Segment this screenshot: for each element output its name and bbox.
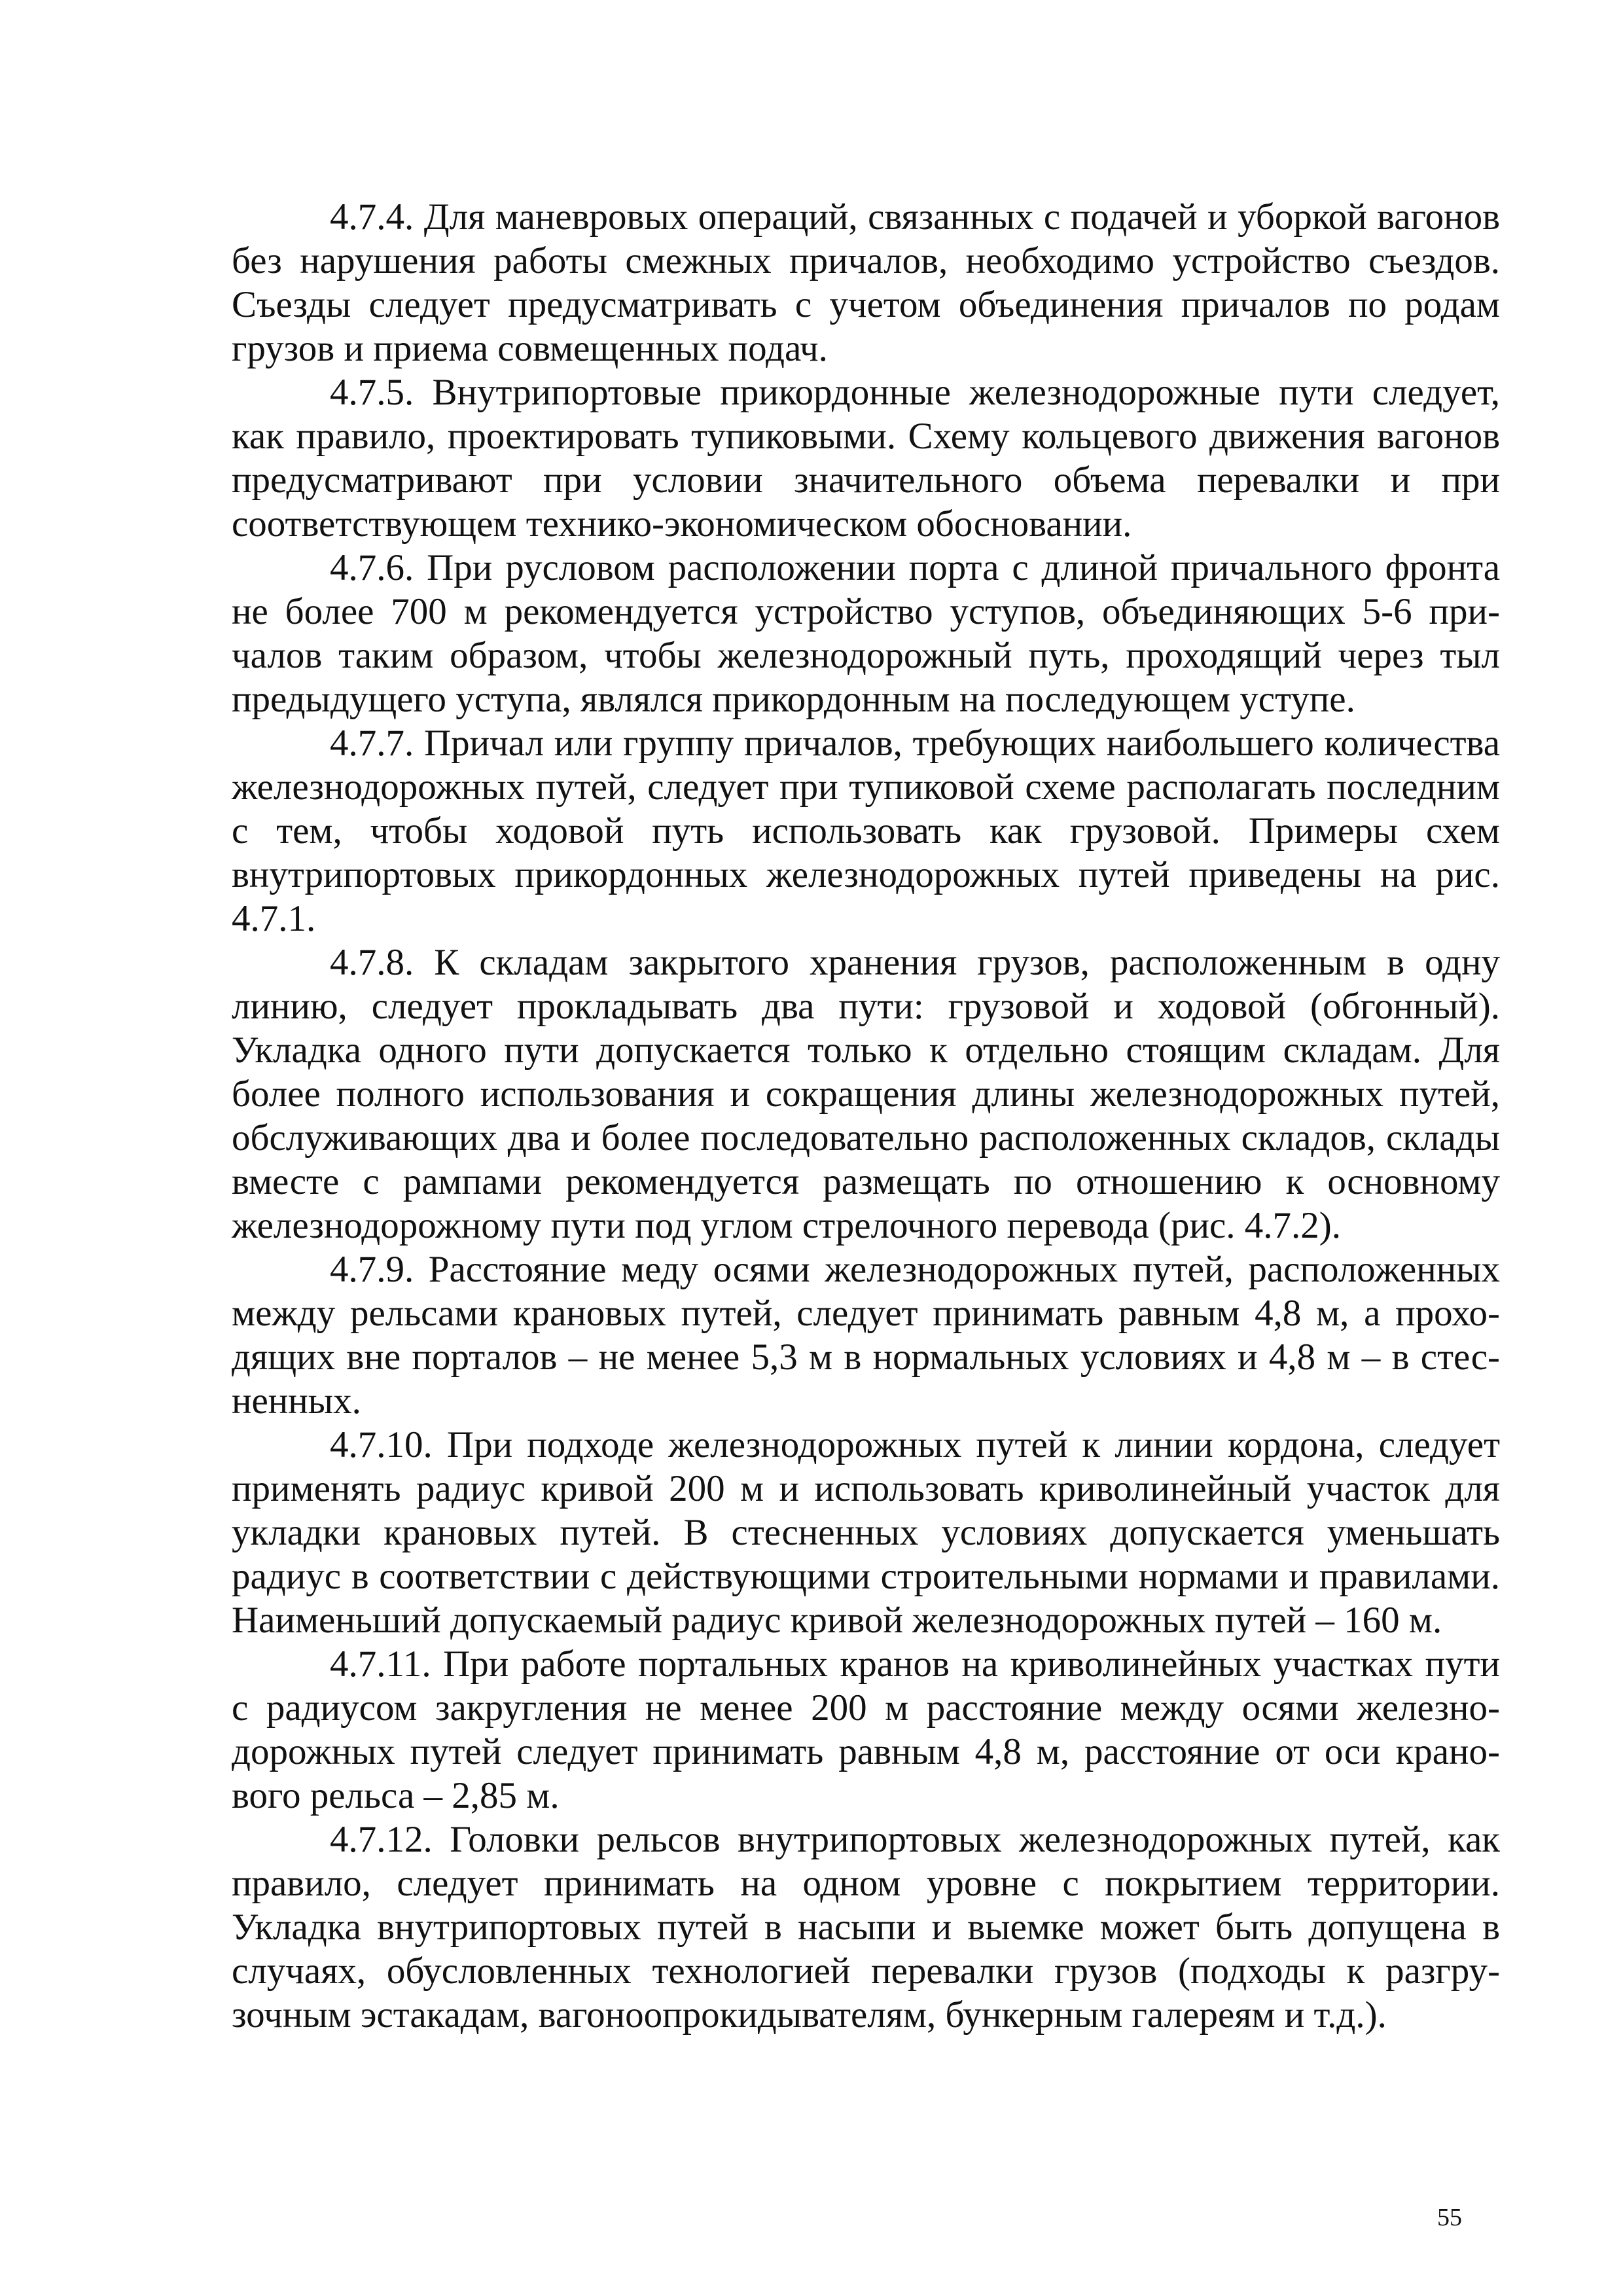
page-number: 55 <box>1437 2204 1462 2231</box>
paragraph-4-7-6: 4.7.6. При русловом расположении порта с длиной причального фронта не более 700 м рекомендуется устройство уступов, объединяющих 5-6 причалов таким образом, чтобы железнодорожный путь, проходящий через тыл предыдущего уступа, являлся прикордонным на последующем уступе. <box>232 547 1500 720</box>
paragraph-4-7-10: 4.7.10. При подходе железнодорожных путей к линии кордона, следует применять радиус кривой 200 м и использовать криволинейный участок для укладки крановых путей. В стесненных условиях допускается уменьшать радиус в соответствии с действующими строительными нормами и правилами. Наименьший допускаемый радиус кривой железнодорожных путей – 160 м. <box>232 1424 1500 1641</box>
paragraph-4-7-11: 4.7.11. При работе портальных кранов на криволинейных участках пути с радиусом закругления не менее 200 м расстояние между осями железнодорожных путей следует принимать равным 4,8 м, расстояние от оси кранового рельса – 2,85 м. <box>232 1643 1500 1816</box>
document-body <box>232 195 1500 2037</box>
paragraph-4-7-12: 4.7.12. Головки рельсов внутрипортовых железнодорожных путей, как правило, следует принимать на одном уровне с покрытием территории. Укладка внутрипортовых путей в насыпи и выемке может быть допущена в случаях, обусловленных технологией перевалки грузов (подходы к разгрузочным эстакадам, вагоноопрокидывателям, бункерным галереям и т.д.). <box>232 1819 1500 2036</box>
paragraph-4-7-7: 4.7.7. Причал или группу причалов, требующих наибольшего количества железнодорожных путей, следует при тупиковой схеме располагать последним с тем, чтобы ходовой путь использовать как грузовой. Примеры схем внутрипортовых прикордонных железнодорожных путей приведены на рис. 4.7.1. <box>232 723 1500 939</box>
paragraph-4-7-4: 4.7.4. Для маневровых операций, связанных с подачей и уборкой вагонов без нарушения работы смежных причалов, необходимо устройство съездов. Съезды следует предусматривать с учетом объединения причалов по родам грузов и приема совмещенных подач. <box>232 196 1500 369</box>
paragraph-4-7-5: 4.7.5. Внутрипортовые прикордонные железнодорожные пути следует, как правило, проектировать тупиковыми. Схему кольцевого движения вагонов предусматривают при условии значительного объема перевалки и при соответствующем технико-экономическом обосновании. <box>232 372 1500 545</box>
paragraph-4-7-8: 4.7.8. К складам закрытого хранения грузов, расположенным в одну линию, следует прокладывать два пути: грузовой и ходовой (обгонный). Укладка одного пути допускается только к отдельно стоящим складам. Для более полного использования и сокращения длины железнодорожных путей, обслуживающих два и более последовательно расположенных складов, склады вместе с рампами рекомендуется размещать по отношению к основному железнодорожному пути под углом стрелочного перевода (рис. 4.7.2). <box>232 942 1500 1246</box>
paragraph-4-7-9: 4.7.9. Расстояние меду осями железнодорожных путей, расположенных между рельсами крановых путей, следует принимать равным 4,8 м, а проходящих вне порталов – не менее 5,3 м в нормальных условиях и 4,8 м – в стесненных. <box>232 1249 1500 1422</box>
